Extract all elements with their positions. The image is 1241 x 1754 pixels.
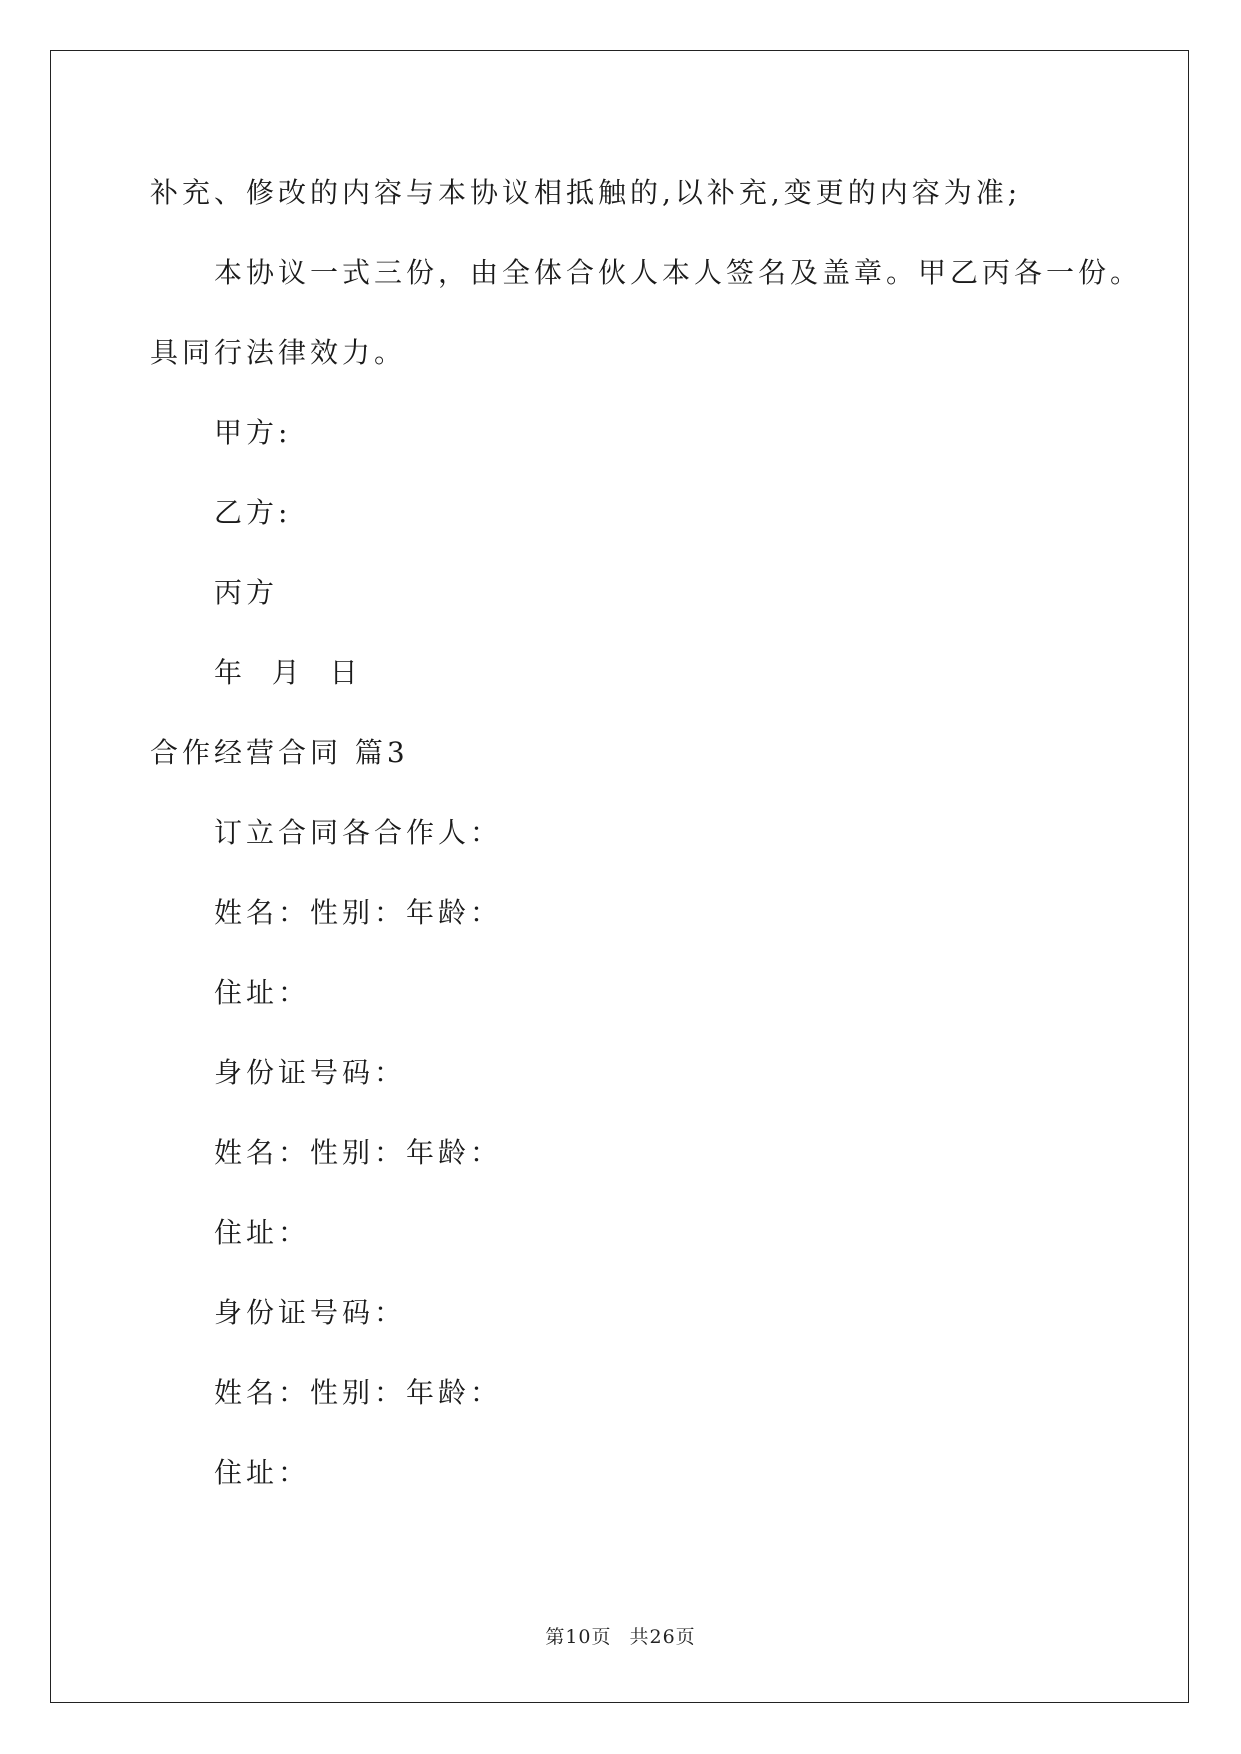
paragraph-line: 具同行法律效力。 bbox=[150, 336, 407, 369]
party-b-label: 乙方: bbox=[214, 496, 292, 529]
form-field-line: 姓名：性别：年龄： bbox=[214, 1136, 503, 1169]
form-field-line: 身份证号码： bbox=[214, 1056, 407, 1089]
paragraph-line: 本协议一式三份，由全体合伙人本人签名及盖章。甲乙丙各一份。 bbox=[214, 256, 1143, 289]
page-total: 共26页 bbox=[629, 1626, 696, 1648]
paragraph-line: 补充、修改的内容与本协议相抵触的,以补充,变更的内容为准; bbox=[150, 176, 1022, 209]
page-number: 第10页 bbox=[545, 1626, 612, 1648]
section-heading: 合作经营合同 篇3 bbox=[150, 736, 409, 769]
date-line: 年 月 日 bbox=[214, 656, 362, 689]
form-field-line: 姓名：性别：年龄： bbox=[214, 1376, 503, 1409]
form-field-line: 姓名：性别：年龄： bbox=[214, 896, 503, 929]
party-a-label: 甲方: bbox=[214, 416, 292, 449]
form-field-line: 身份证号码： bbox=[214, 1296, 407, 1329]
form-field-line: 住址： bbox=[214, 1216, 311, 1249]
form-field-line: 住址： bbox=[214, 976, 311, 1009]
page-footer bbox=[0, 1622, 1241, 1649]
paragraph-line: 订立合同各合作人： bbox=[214, 816, 503, 849]
party-c-label: 丙方 bbox=[214, 576, 279, 609]
form-field-line: 住址： bbox=[214, 1456, 311, 1489]
